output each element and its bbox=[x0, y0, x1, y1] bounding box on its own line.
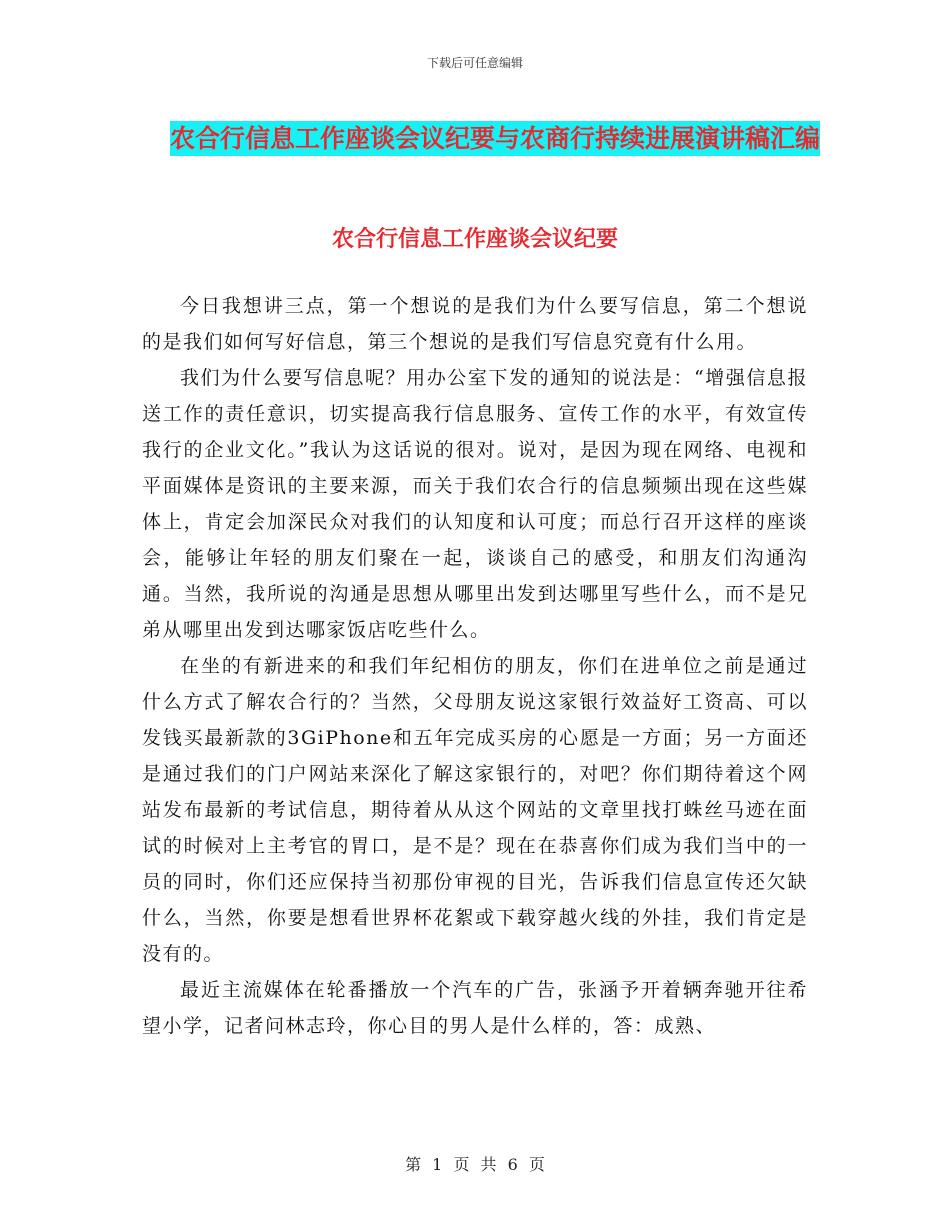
paragraph-4: 最近主流媒体在轮番播放一个汽车的广告，张涵予开着辆奔驰开往希望小学，记者问林志玲，你心目的男人是什么样的，答：成熟、 bbox=[142, 979, 808, 1037]
page-footer: 第 1 页 共 6 页 bbox=[405, 1155, 545, 1174]
section-title: 农合行信息工作座谈会议纪要 bbox=[331, 227, 618, 252]
paragraph-3: 在坐的有新进来的和我们年纪相仿的朋友，你们在进单位之前是通过什么方式了解农合行的？当然，父母朋友说这家银行效益好工资高、可以发钱买最新款的3GiPhone和五年完成买房的心愿是一方面；另一方面还是通过我们的门户网站来深化了解这家银行的，对吧？你们期待着这个网站发布最新的考试信息，期待着从从这个网站的文章里找打蛛丝马迹在面试的时候对上主考官的胃口，是不是？现在在恭喜你们成为我们当中的一员的同时，你们还应保持当初那份审视的目光，告诉我们信息宣传还欠缺什么，当然，你要是想看世界杯花絮或下载穿越火线的外挂，我们肯定是没有的。 bbox=[142, 655, 808, 965]
paragraph-1: 今日我想讲三点，第一个想说的是我们为什么要写信息，第二个想说的是我们如何写好信息，第三个想说的是我们写信息究竟有什么用。 bbox=[142, 295, 808, 353]
paragraph-2: 我们为什么要写信息呢？用办公室下发的通知的说法是：“增强信息报送工作的责任意识，切实提高我行信息服务、宣传工作的水平，有效宣传我行的企业文化。”我认为这话说的很对。说对，是因为现在网络、电视和平面媒体是资讯的主要来源，而关于我们农合行的信息频频出现在这些媒体上，肯定会加深民众对我们的认知度和认可度；而总行召开这样的座谈会，能够让年轻的朋友们聚在一起，谈谈自己的感受，和朋友们沟通沟通。当然，我所说的沟通是思想从哪里出发到达哪里写些什么，而不是兄弟从哪里出发到达哪家饭店吃些什么。 bbox=[142, 367, 808, 641]
header-note: 下载后可任意编辑 bbox=[426, 56, 523, 70]
document-title-text: 农合行信息工作座谈会议纪要与农商行持续进展演讲稿汇编 bbox=[170, 121, 820, 156]
body-text bbox=[142, 288, 808, 1044]
document-title bbox=[140, 110, 850, 167]
